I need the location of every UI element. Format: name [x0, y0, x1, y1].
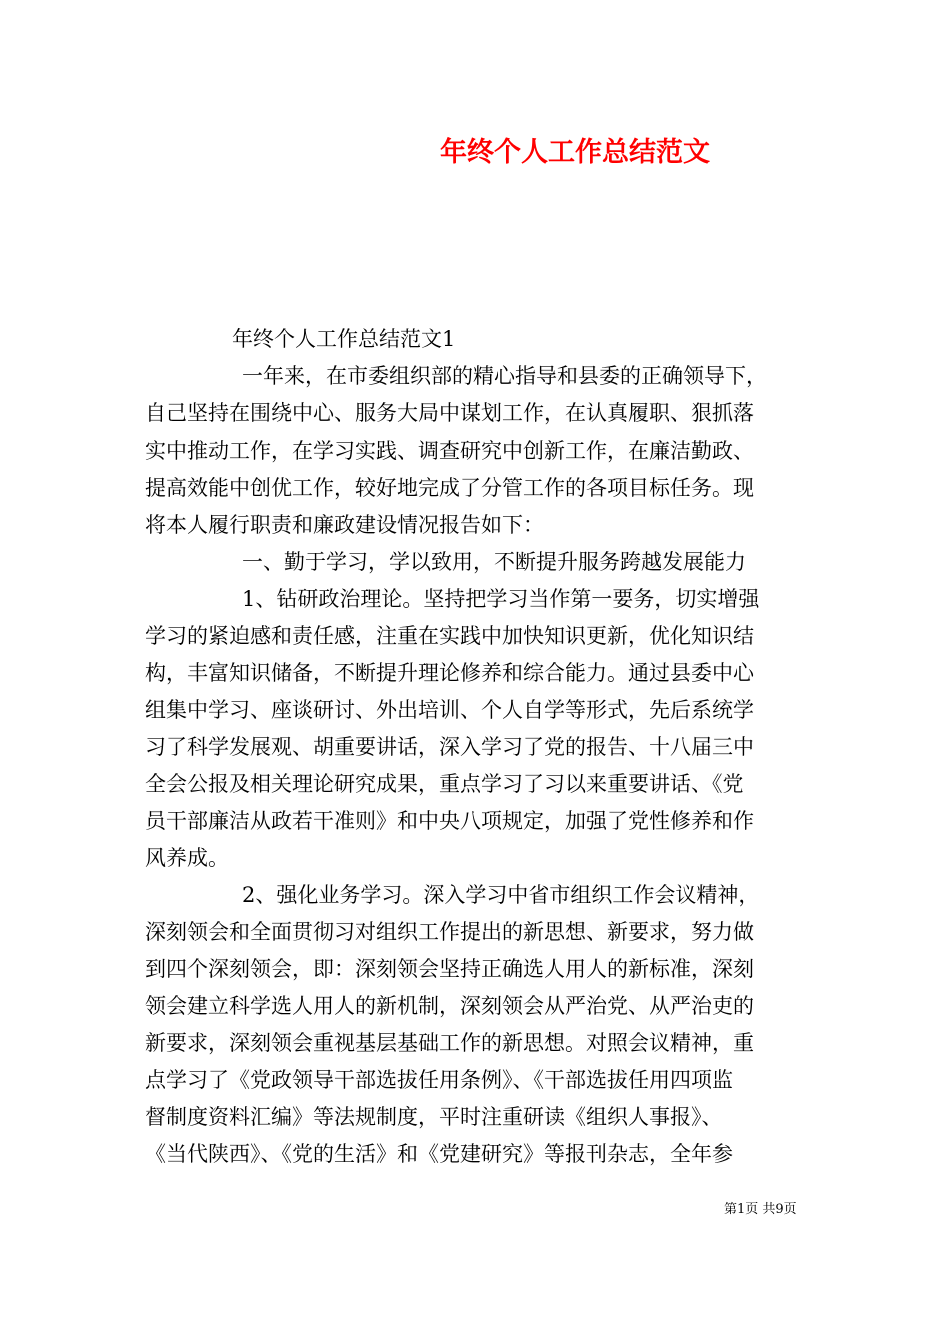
page-title: 年终个人工作总结范文 [440, 137, 710, 168]
text-line: 员干部廉洁从政若干准则》和中央八项规定，加强了党性修养和作 [145, 809, 754, 833]
text-line: 到四个深刻领会，即：深刻领会坚持正确选人用人的新标准，深刻 [145, 957, 754, 981]
text-line: 自己坚持在围绕中心、服务大局中谋划工作，在认真履职、狠抓落 [145, 401, 754, 425]
text-line: 将本人履行职责和廉政建设情况报告如下： [145, 513, 544, 537]
section-heading: 一、勤于学习，学以致用，不断提升服务跨越发展能力 [242, 550, 746, 574]
text-line: 构，丰富知识储备，不断提升理论修养和综合能力。通过县委中心 [145, 661, 754, 685]
text-line: 习了科学发展观、胡重要讲话，深入学习了党的报告、十八届三中 [145, 735, 754, 759]
text-line: 组集中学习、座谈研讨、外出培训、个人自学等形式，先后系统学 [145, 698, 754, 722]
text-line: 年终个人工作总结范文1 [232, 327, 456, 351]
text-line: 实中推动工作，在学习实践、调查研究中创新工作，在廉洁勤政、 [145, 439, 754, 463]
text-line: 风养成。 [145, 846, 229, 870]
text-line: 点学习了《党政领导干部选拔任用条例》、《干部选拔任用四项监 [145, 1068, 733, 1092]
text-line: 领会建立科学选人用人的新机制，深刻领会从严治党、从严治吏的 [145, 994, 754, 1018]
text-line: 提高效能中创优工作，较好地完成了分管工作的各项目标任务。现 [145, 476, 754, 500]
text-line: 2、强化业务学习。深入学习中省市组织工作会议精神， [242, 883, 760, 907]
text-line: 1、钻研政治理论。坚持把学习当作第一要务，切实增强 [242, 587, 760, 611]
text-line: 新要求，深刻领会重视基层基础工作的新思想。对照会议精神，重 [145, 1031, 754, 1055]
page-footer: 第1页 共9页 [724, 1202, 797, 1217]
text-line: 深刻领会和全面贯彻习对组织工作提出的新思想、新要求，努力做 [145, 920, 754, 944]
text-line: 学习的紧迫感和责任感，注重在实践中加快知识更新，优化知识结 [145, 624, 754, 648]
text-line: 《当代陕西》、《党的生活》和《党建研究》等报刊杂志，全年参 [145, 1142, 733, 1166]
text-line: 一年来，在市委组织部的精心指导和县委的正确领导下， [242, 364, 767, 388]
text-line: 全会公报及相关理论研究成果，重点学习了习以来重要讲话、《党 [145, 772, 744, 796]
text-line: 督制度资料汇编》等法规制度，平时注重研读《组织人事报》、 [145, 1105, 723, 1129]
